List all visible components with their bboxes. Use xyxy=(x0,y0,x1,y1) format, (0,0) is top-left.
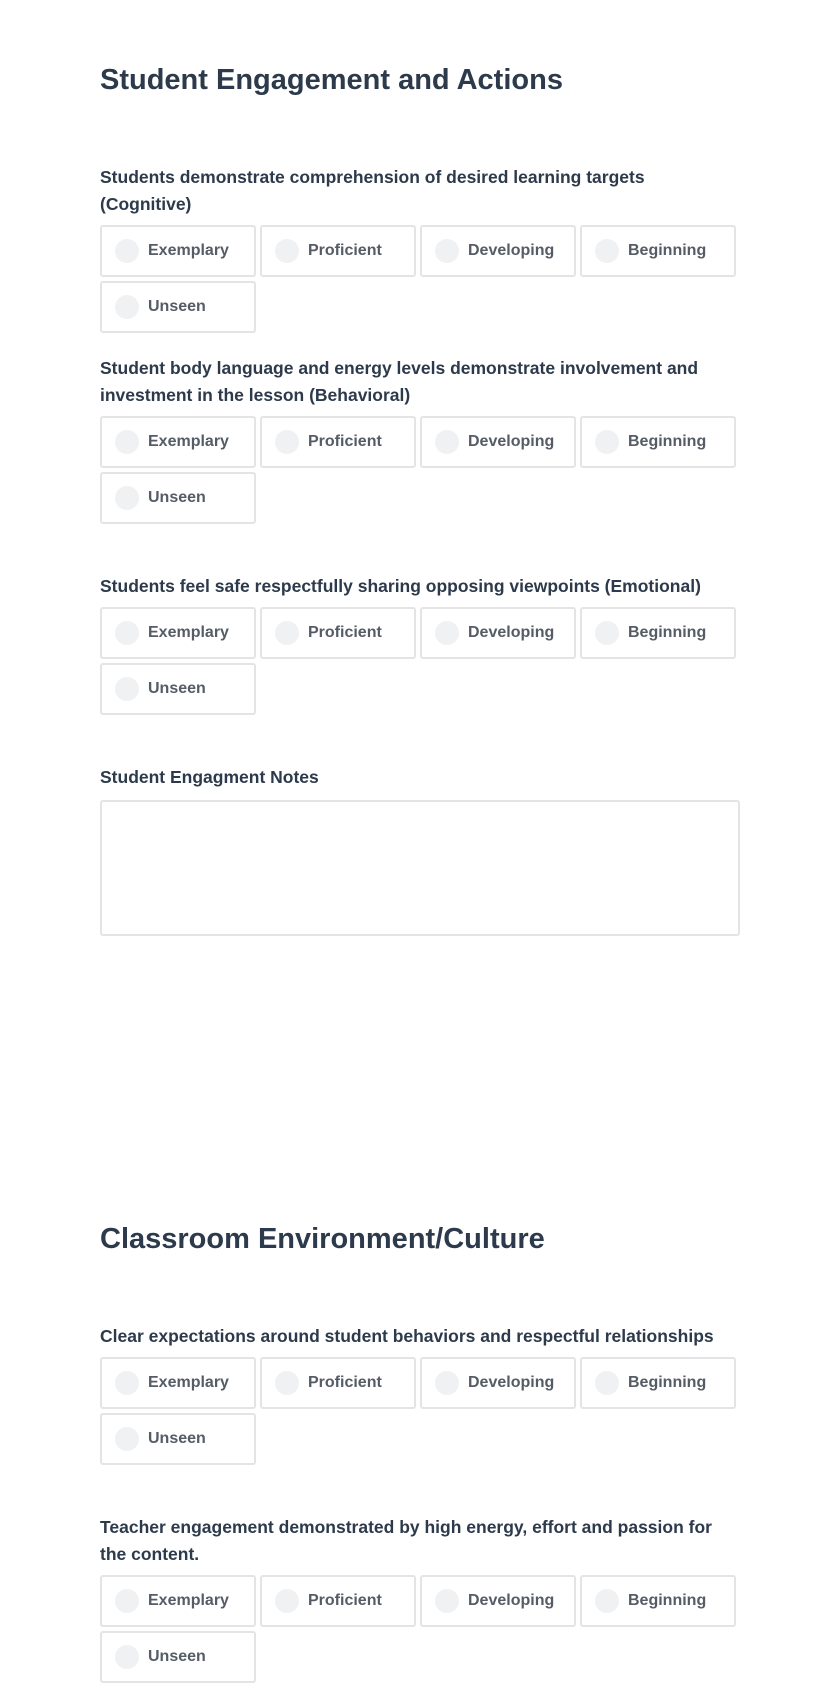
option-developing[interactable] xyxy=(420,1357,576,1409)
option-label: Beginning xyxy=(628,1374,707,1391)
option-proficient[interactable] xyxy=(260,416,416,468)
radio-icon[interactable] xyxy=(595,621,619,645)
option-label: Beginning xyxy=(628,624,707,641)
radio-icon[interactable] xyxy=(435,621,459,645)
option-label: Exemplary xyxy=(148,242,229,259)
option-label: Developing xyxy=(468,1374,555,1391)
radio-icon[interactable] xyxy=(435,430,459,454)
option-developing[interactable] xyxy=(420,416,576,468)
option-label: Proficient xyxy=(308,242,382,259)
option-label: Exemplary xyxy=(148,624,229,641)
option-beginning[interactable] xyxy=(580,1575,736,1627)
radio-icon[interactable] xyxy=(115,677,139,701)
rating-options xyxy=(100,416,740,524)
question-block xyxy=(100,1323,740,1465)
option-exemplary[interactable] xyxy=(100,416,256,468)
radio-icon[interactable] xyxy=(595,1371,619,1395)
option-unseen[interactable] xyxy=(100,1413,256,1465)
question-label: Students feel safe respectfully sharing opposing viewpoints (Emotional) xyxy=(100,576,701,596)
option-unseen[interactable] xyxy=(100,281,256,333)
radio-icon[interactable] xyxy=(275,239,299,263)
option-label: Beginning xyxy=(628,433,707,450)
section-header xyxy=(100,63,740,97)
radio-icon[interactable] xyxy=(115,1645,139,1669)
option-exemplary[interactable] xyxy=(100,225,256,277)
option-exemplary[interactable] xyxy=(100,1575,256,1627)
radio-icon[interactable] xyxy=(275,621,299,645)
radio-icon[interactable] xyxy=(115,1427,139,1451)
section-title: Student Engagement and Actions xyxy=(100,64,563,96)
option-label: Proficient xyxy=(308,1374,382,1391)
radio-icon[interactable] xyxy=(115,486,139,510)
option-beginning[interactable] xyxy=(580,607,736,659)
option-exemplary[interactable] xyxy=(100,1357,256,1409)
question-block xyxy=(100,355,740,524)
radio-icon[interactable] xyxy=(115,430,139,454)
radio-icon[interactable] xyxy=(115,295,139,319)
question-label: Teacher engagement demonstrated by high energy, effort and passion for the content. xyxy=(100,1517,712,1564)
radio-icon[interactable] xyxy=(275,1589,299,1613)
radio-icon[interactable] xyxy=(435,1371,459,1395)
radio-icon[interactable] xyxy=(595,239,619,263)
radio-icon[interactable] xyxy=(435,1589,459,1613)
option-proficient[interactable] xyxy=(260,1357,416,1409)
notes-block xyxy=(100,764,740,936)
option-beginning[interactable] xyxy=(580,416,736,468)
option-unseen[interactable] xyxy=(100,472,256,524)
notes-textarea[interactable] xyxy=(100,800,740,936)
radio-icon[interactable] xyxy=(115,239,139,263)
option-beginning[interactable] xyxy=(580,1357,736,1409)
radio-icon[interactable] xyxy=(275,430,299,454)
rating-options xyxy=(100,1575,740,1683)
option-label: Proficient xyxy=(308,433,382,450)
rating-options xyxy=(100,1357,740,1465)
option-developing[interactable] xyxy=(420,607,576,659)
radio-icon[interactable] xyxy=(595,430,619,454)
option-developing[interactable] xyxy=(420,225,576,277)
question-label: Clear expectations around student behaviors and respectful relationships xyxy=(100,1326,714,1346)
option-label: Unseen xyxy=(148,680,206,697)
radio-icon[interactable] xyxy=(275,1371,299,1395)
option-proficient[interactable] xyxy=(260,1575,416,1627)
option-label: Proficient xyxy=(308,624,382,641)
option-label: Proficient xyxy=(308,1592,382,1609)
option-proficient[interactable] xyxy=(260,225,416,277)
radio-icon[interactable] xyxy=(115,621,139,645)
option-label: Beginning xyxy=(628,1592,707,1609)
option-beginning[interactable] xyxy=(580,225,736,277)
option-unseen[interactable] xyxy=(100,1631,256,1683)
option-label: Developing xyxy=(468,624,555,641)
radio-icon[interactable] xyxy=(435,239,459,263)
radio-icon[interactable] xyxy=(595,1589,619,1613)
rating-options xyxy=(100,225,740,333)
option-label: Exemplary xyxy=(148,1374,229,1391)
question-block xyxy=(100,164,740,333)
question-block xyxy=(100,573,740,715)
option-label: Unseen xyxy=(148,298,206,315)
option-label: Developing xyxy=(468,242,555,259)
radio-icon[interactable] xyxy=(115,1371,139,1395)
option-label: Beginning xyxy=(628,242,707,259)
option-label: Exemplary xyxy=(148,433,229,450)
question-block xyxy=(100,1514,740,1683)
option-developing[interactable] xyxy=(420,1575,576,1627)
option-label: Unseen xyxy=(148,489,206,506)
option-exemplary[interactable] xyxy=(100,607,256,659)
option-label: Developing xyxy=(468,1592,555,1609)
option-proficient[interactable] xyxy=(260,607,416,659)
option-unseen[interactable] xyxy=(100,663,256,715)
option-label: Unseen xyxy=(148,1648,206,1665)
option-label: Developing xyxy=(468,433,555,450)
option-label: Unseen xyxy=(148,1430,206,1447)
section-header xyxy=(100,1222,740,1256)
radio-icon[interactable] xyxy=(115,1589,139,1613)
option-label: Exemplary xyxy=(148,1592,229,1609)
question-label: Students demonstrate comprehension of desired learning targets (Cognitive) xyxy=(100,167,645,214)
notes-label: Student Engagment Notes xyxy=(100,767,319,787)
rating-options xyxy=(100,607,740,715)
section-title: Classroom Environment/Culture xyxy=(100,1223,545,1255)
question-label: Student body language and energy levels demonstrate involvement and investment in the lesson (Behavioral) xyxy=(100,358,699,405)
